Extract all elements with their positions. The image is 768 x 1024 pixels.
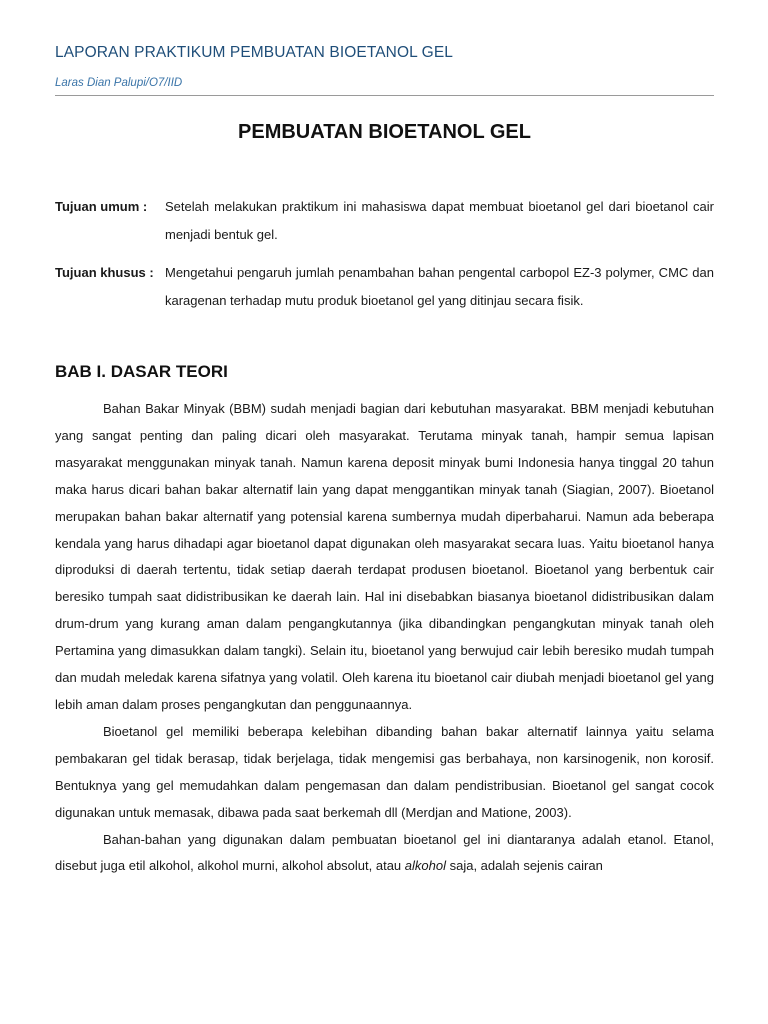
paragraph: Bahan Bakar Minyak (BBM) sudah menjadi bagian dari kebutuhan masyarakat. BBM menjadi kebutuhan yang sangat penting dan paling dicari oleh masyarakat. Terutama minyak tanah, hampir semua lapisan masyarakat menggunakan minyak tanah. Namun karena deposit minyak bumi Indonesia hanya tinggal 20 tahun maka harus dicari bahan bakar alternatif lain yang dapat menggantikan minyak tanah (Siagian, 2007). Bioetanol merupakan bahan bakar alternatif yang potensial karena sumbernya mudah diperbaharui. Namun ada beberapa kendala yang harus dihadapi agar bioetanol dapat digunakan oleh masyarakat secara luas. Yaitu bioetanol hanya diproduksi di daerah tertentu, tidak setiap daerah terdapat produsen bioetanol. Bioetanol yang berbentuk cair beresiko tumpah saat didistribusikan ke daerah lain. Hal ini disebabkan biasanya bioetanol didistribusikan dalam drum-drum yang kurang aman dalam pengangkutannya (jika dibandingkan pengangkutan minyak tanah oleh Pertamina yang dimasukkan dalam tangki). Selain itu, bioetanol yang berwujud cair lebih beresiko mudah tumpah dan mudah meledak karena sifatnya yang volatil. Oleh karena itu bioetanol cair diubah menjadi bioetanol gel yang lebih aman dalam proses pengangkutan dan penggunaannya. [55,401,714,712]
paragraph: Bioetanol gel memiliki beberapa kelebihan dibanding bahan bakar alternatif lainnya yaitu selama pembakaran gel tidak berasap, tidak berjelaga, tidak mengemisi gas berbahaya, non karsinogenik, non korosif. Bentuknya yang gel memudahkan dalam pengemasan dan dalam pendistribusian. Bioetanol gel sangat cocok digunakan untuk memasak, dibawa pada saat berkemah dll (Merdjan and Matione, 2003). [55,723,714,820]
body-text [55,396,714,880]
objective-text: Setelah melakukan praktikum ini mahasiswa dapat membuat bioetanol gel dari bioetanol cair menjadi bentuk gel. [165,199,714,242]
header-author: Laras Dian Palupi/O7/IID [55,77,183,89]
header-title: LAPORAN PRAKTIKUM PEMBUATAN BIOETANOL GEL [55,44,453,61]
objective-general [55,193,714,249]
paragraph [55,827,714,881]
document-title: PEMBUATAN BIOETANOL GEL [238,121,531,143]
objective-specific [55,259,714,315]
paragraph-text: saja, adalah sejenis cairan [445,858,603,874]
objective-label: Tujuan umum : [55,199,148,214]
section-heading: BAB I. DASAR TEORI [55,362,228,381]
header-divider [55,95,714,96]
objective-label: Tujuan khusus : [55,265,154,280]
objective-text: Mengetahui pengaruh jumlah penambahan bahan pengental carbopol EZ-3 polymer, CMC dan karagenan terhadap mutu produk bioetanol gel yang ditinjau secara fisik. [165,265,714,308]
paragraph-text: Bahan-bahan yang digunakan dalam pembuatan bioetanol gel ini diantaranya adalah etanol. Etanol, disebut juga etil alkohol, alkohol murni, alkohol absolut, atau [55,831,714,874]
italic-term: alkohol [404,858,446,874]
